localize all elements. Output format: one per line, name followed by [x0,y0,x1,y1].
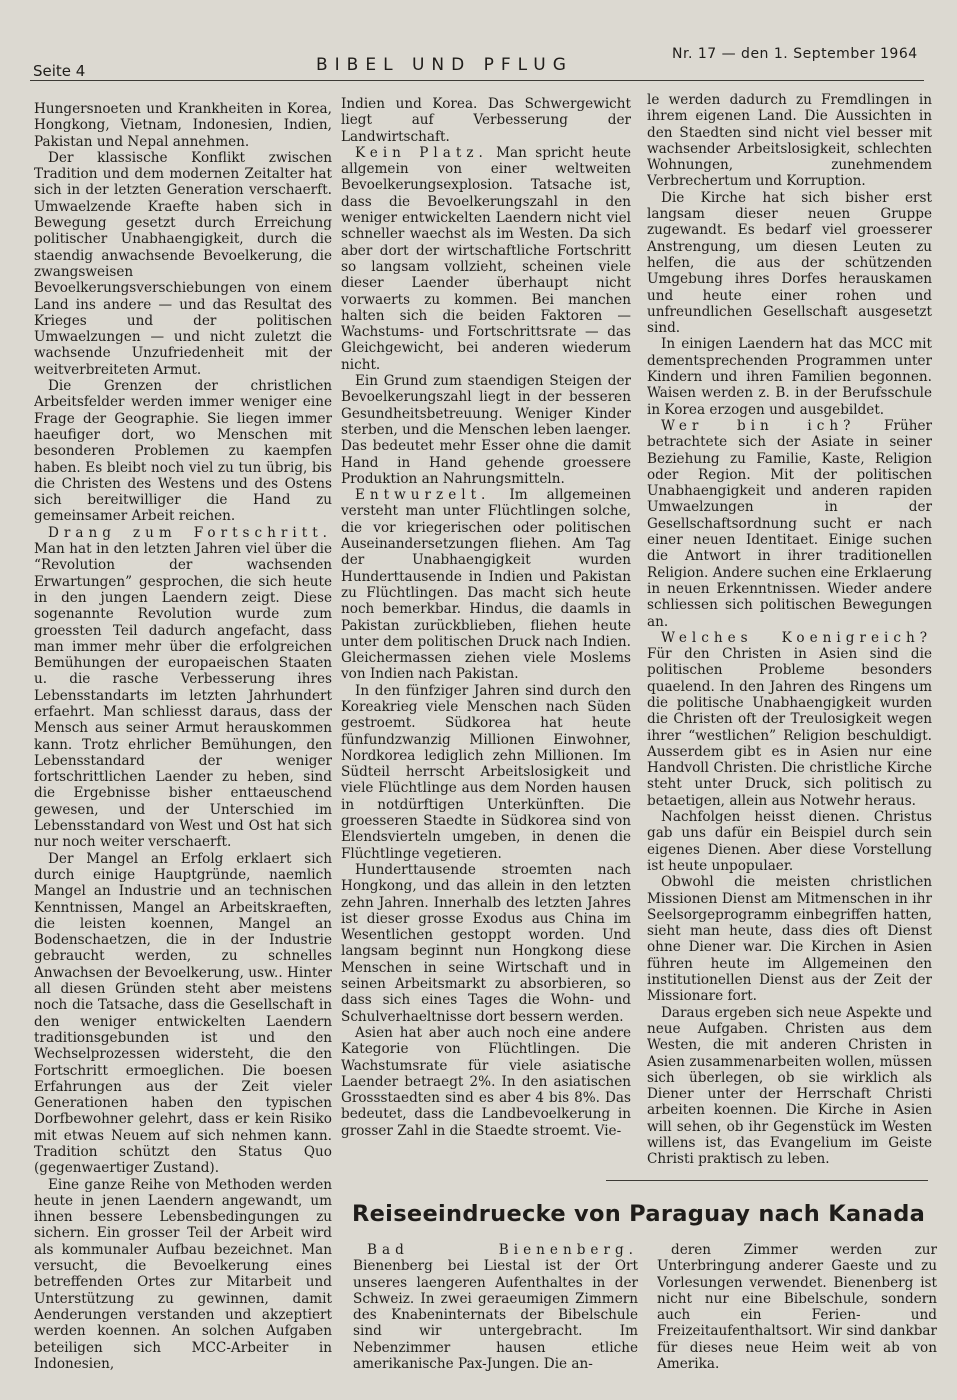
paragraph [647,1005,932,1168]
publication-title: BIBEL UND PFLUG [316,55,573,75]
header-rule [30,80,924,81]
paragraph [353,1242,638,1372]
paragraph-text: In den fünfziger Jahren sind durch den Koreakrieg viele Menschen nach Süden gestroemt. Südkorea hat heute fünfundzwanzig Millionen Einwohner, Nordkorea lediglich zehn Millionen. Im Südteil herrscht Arbeitslosigkeit und viele Flüchtlinge aus dem Norden hausen in notdürftigen Unterkünften. Die groesseren Staedte in Südkorea sind von Elendsvierteln umgeben, in denen die Flüchtlinge vegetieren. [341,682,631,862]
page-number: Seite 4 [33,62,86,80]
paragraph [647,418,932,630]
paragraph [341,862,631,1025]
section-lead: Bad Bienenberg. [367,1242,638,1258]
paragraph [657,1242,937,1372]
article-divider [606,1180,928,1181]
article2-column-2 [657,1242,937,1372]
paragraph [647,630,932,809]
paragraph-text: Früher betrachtete sich der Asiate in seiner Beziehung zu Familie, Kaste, Religion oder Region. Mit der politischen Unabhaengigkeit und anderen rapiden Umwaelzungen in der Gesellschaftsordnung sucht er nach einer neuen Identitaet. Einige suchen die Antwort in ihrer traditionellen Religion. Andere suchen eine Erklaerung in neuen Erkenntnissen. Wieder andere schliessen sich politischen Bewegungen an. [647,417,932,630]
section-lead: Kein Platz. [355,144,488,161]
article1-column-2 [341,96,631,1176]
paragraph-text: Man spricht heute allgemein von einer weltweiten Bevoelkerungsexplosion. Tatsache ist, dass die Bevoelkerungszahl in den weniger entwickelten Laendern nicht viel schneller waechst als im Westen. Da sich aber dort der wirtschaftliche Fortschritt so langsam vollzieht, scheinen viele dieser Laender überhaupt nicht vorwaerts zu kommen. Bei manchen halten sich die beiden Faktoren — Wachstums- und Fortschrittsrate — das Gleichgewicht, bei anderen wiederum nicht. [341,144,631,373]
paragraph [341,487,631,683]
section-lead: Drang zum Fortschritt. [48,524,332,541]
paragraph-text: Daraus ergeben sich neue Aspekte und neue Aufgaben. Christen aus dem Westen, die mit anderen Christen in Asien zusammenarbeiten wollen, müssen sich überlegen, ob sie wirklich als Diener unter der Herrschaft Christi arbeiten koennen. Die Kirche in Asien will sehen, ob ihr Gegenstück im Westen willens ist, das Evangelium im Geiste Christi praktisch zu leben. [647,1004,932,1168]
paragraph-text: Obwohl die meisten christlichen Missionen Dienst am Mitmenschen in ihr Seelsorgeprogramm einbegriffen hatten, sieht man heute, dass dies oft Dienst ohne Diener war. Die Kirchen in Asien führen heute im Allgemeinen den institutionellen Dienst aus der Zeit der Missionare fort. [647,874,932,1005]
issue-date: Nr. 17 — den 1. September 1964 [672,46,918,62]
article1-column-1 [34,101,332,1371]
section-lead: Entwurzelt. [355,487,491,504]
paragraph [647,809,932,874]
paragraph-text: Man hat in den letzten Jahren viel über die “Revolution der wachsenden Erwartungen” gesprochen, die sich heute in den jungen Laendern zeigt. Diese sogenannte Revolution wurde zum groessten Teil dadurch angefacht, dass man immer mehr über die erfolgreichen Bemühungen der europaeischen Staaten u. die rasche Verbesserung ihres Lebensstandarts im letzten Jahrhundert erfaehrt. Man schliesst daraus, dass der Mensch aus seiner Armut herauskommen kann. Trotz ehrlicher Bemühungen, den Lebensstandard der weniger fortschrittlichen Laender zu heben, sind die Ergebnisse bisher enttaeuschend gewesen, und der Unterschied im Lebensstandard von West und Ost hat sich nur noch weiter verschaerft. [34,541,332,851]
paragraph [34,378,332,525]
paragraph-text: le werden dadurch zu Fremdlingen in ihrem eigenen Land. Die Aussichten in den Staedten sind nicht viel besser mit wachsender Arbeitslosigkeit, schlechten Wohnungen, zunehmendem Verbrechertum und Korruption. [647,92,932,190]
paragraph [341,1025,631,1139]
paragraph [34,150,332,378]
paragraph-text: Für den Christen in Asien sind die politischen Probleme besonders quaelend. In den Jahren des Ringens um die politische Unabhaengigkeit wurden die Christen oft der Treulosigkeit wegen ihrer “westlichen” Religion beschuldigt. Ausserdem gibt es in Asien nur eine Handvoll Christen. Die christliche Kirche steht unter Druck, sich politisch zu betaetigen, allein aus Notwehr heraus. [647,646,932,809]
paragraph-text: Der Mangel an Erfolg erklaert sich durch einige Hauptgründe, naemlich Mangel an Industrie und an technischen Kenntnissen, Mangel an Arbeitskraeften, die leisten koennen, Mangel an Bodenschaetzen, die in der Industrie gebraucht werden, zu schnelles Anwachsen der Bevoelkerung, usw.. Hinter all diesen Gründen steht aber meistens noch die Tatsache, dass die Gesellschaft in den weniger entwickelten Laendern traditionsgebunden ist und den Wechselprozessen widersteht, die den Fortschritt ermoeglichen. Die boesen Erfahrungen aus der Zeit vieler Generationen haben den typischen Dorfbewohner gelehrt, dass er kein Risiko mit etwas Neuem auf sich nehmen kann. Tradition schützt den Status Quo (gegenwaertiger Zustand). [34,850,332,1177]
paragraph [34,101,332,150]
paragraph-text: Der klassische Konflikt zwischen Tradition und dem modernen Zeitalter hat sich in der letzten Generation verschaerft. Umwaelzende Kraefte haben sich in Bewegung gesetzt durch Erreichung politischer Unabhaengigkeit, durch die staendig anwachsende Bevoelkerung, die zwangsweisen Bevoelkerungsverschiebungen von einem Land ins andere — und das Resultat des Krieges und der politischen Umwaelzungen — und nicht zuletzt die wachsende Unzufriedenheit mit der weitverbreiteten Armut. [34,149,332,378]
section-lead: Wer bin ich? [661,417,856,434]
paragraph-text: Eine ganze Reihe von Methoden werden heute in jenen Laendern angewandt, um ihnen bessere Lebensbedingungen zu sichern. Ein grosser Teil der Arbeit wird als kommunaler Aufbau bezeichnet. Man versucht, die Bevoelkerung eines betreffenden Ortes zur Mitarbeit und Unterstützung zu gewinnen, damit Aenderungen verstanden und akzeptiert werden koennen. An solchen Aufgaben beteiligen sich MCC-Arbeiter in Indonesien, [34,1176,332,1371]
paragraph-text: Ein Grund zum staendigen Steigen der Bevoelkerungszahl liegt in der besseren Gesundheitsbetreuung. Weniger Kinder sterben, und die Menschen leben laenger. Das bedeutet mehr Esser ohne die damit Hand in Hand gehende groessere Produktion an Nahrungsmitteln. [341,373,631,487]
paragraph-text: Hunderttausende stroemten nach Hongkong, und das allein in den letzten zehn Jahren. Innerhalb des letzten Jahres ist dieser grosse Exodus aus China im Wesentlichen gestoppt worden. Und langsam beginnt nun Hongkong diese Menschen in seine Wirtschaft und in seinen Arbeitsmarkt zu absorbieren, so dass sich eines Tages die Wohn- und Schulverhaeltnisse dort bessern werden. [341,861,631,1025]
paragraph [34,525,332,851]
paragraph-text: Asien hat aber auch noch eine andere Kategorie von Flüchtlingen. Die Wachstumsrate für viele asiatische Laender betraegt 2%. In den asiatischen Grossstaedten sind es aber 4 bis 8%. Das bedeutet, dass die Landbevoelkerung in grosser Zahl in die Staedte stroemt. Vie- [341,1024,631,1139]
paragraph-text: Bienenberg bei Liestal ist der Ort unseres laengeren Aufenthaltes in der Schweiz. In zwei geraeumigen Zimmern des Knabeninternats der Bibelschule sind wir untergebracht. Im Nebenzimmer hausen etliche amerikanische Pax-Jungen. Die an- [353,1258,638,1372]
paragraph [34,851,332,1177]
paragraph-text: Indien und Korea. Das Schwergewicht liegt auf Verbesserung der Landwirtschaft. [341,96,631,145]
section-lead: Welches Koenigreich? [661,629,932,646]
paragraph-text: Hungersnoeten und Krankheiten in Korea, Hongkong, Vietnam, Indonesien, Indien, Pakistan und Nepal annehmen. [34,101,332,150]
article2-headline: Reiseeindruecke von Paraguay nach Kanada [352,1201,926,1227]
paragraph [341,96,631,145]
paragraph-text: Die Kirche hat sich bisher erst langsam dieser neuen Gruppe zugewandt. Es bedarf viel groesserer Anstrengung, um diesen Leuten zu helfen, die aus der schützenden Umgebung ihres Dorfes herauskamen und heute einer rohen und unfreundlichen Gesellschaft ausgesetzt sind. [647,189,932,337]
paragraph [647,874,932,1004]
paragraph-text: Die Grenzen der christlichen Arbeitsfelder werden immer weniger eine Frage der Geographie. Sie liegen immer haeufiger dort, wo Menschen mit besonderen Problemen zu kaempfen haben. Es bleibt noch viel zu tun übrig, bis die Christen des Westens und des Ostens sich bereitwilliger die Hand zu gemeinsamer Arbeit reichen. [34,378,332,525]
paragraph [341,373,631,487]
paragraph-text: Nachfolgen heisst dienen. Christus gab uns dafür ein Beispiel durch sein eigenes Dienen. Aber diese Vorstellung ist heute unpopulaer. [647,809,932,874]
paragraph-text: In einigen Laendern hat das MCC mit dementsprechenden Programmen unter Kindern und ihren Familien begonnen. Waisen werden z. B. in der Berufsschule in Korea erzogen und ausgebildet. [647,336,932,418]
paragraph-text: deren Zimmer werden zur Unterbringung anderer Gaeste und zu Vorlesungen verwendet. Bienenberg ist nicht nur eine Bibelschule, sondern auch ein Ferien- und Freizeitaufenthaltsort. Wir sind dankbar für dieses neue Heim weit ab von Amerika. [657,1242,937,1372]
paragraph [34,1177,332,1371]
paragraph-text: Im allgemeinen versteht man unter Flüchtlingen solche, die vor kriegerischen oder politischen Auseinandersetzungen fliehen. Am Tag der Unabhaengigkeit wurden Hunderttausende in Indien und Pakistan zu Flüchtlingen. Das macht sich heute noch bemerkbar. Hindus, die daamls in Pakistan zurückblieben, fliehen heute unter dem politischen Druck nach Indien. Gleichermassen ziehen viele Moslems von Indien nach Pakistan. [341,487,631,683]
paragraph [647,336,932,417]
paragraph [647,190,932,337]
paragraph [341,683,631,862]
article1-column-3 [647,92,932,1177]
article2-column-1 [353,1242,638,1372]
paragraph [341,145,631,373]
paragraph [647,92,932,190]
